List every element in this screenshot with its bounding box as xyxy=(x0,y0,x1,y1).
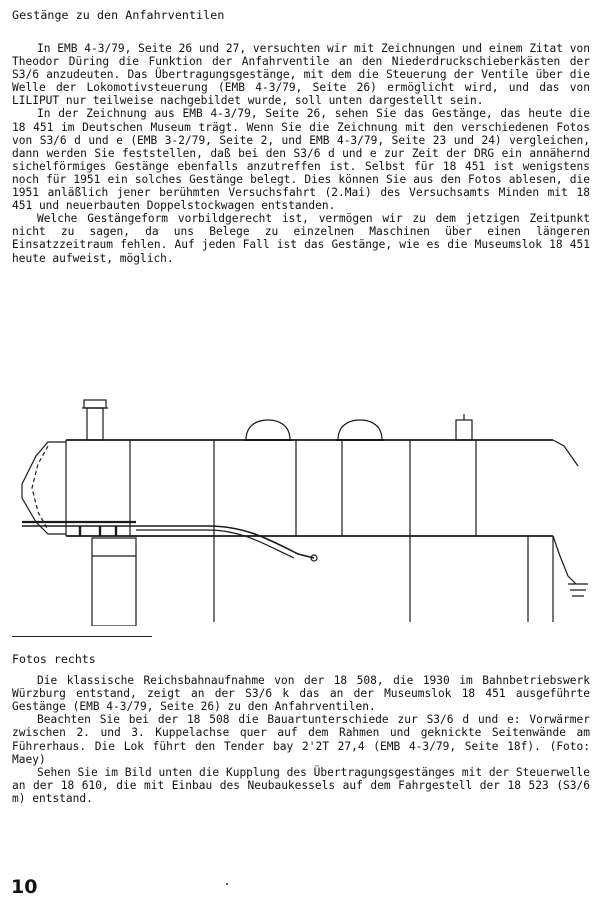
caption-paragraph: Die klassische Reichsbahnaufnahme von der 18 508, die 1930 im Bahnbetriebswerk Würzburg entstand, zeigt an der S3/6 k das an der Museumslok 18 451 ausgeführte Gestänge (EMB 4-3/79, Seite 26) zu den Anfahrventilen. xyxy=(12,674,590,714)
caption-divider xyxy=(12,636,152,637)
caption-paragraph: Sehen Sie im Bild unten die Kupplung des Übertragungsgestänges mit der Steuerwelle an der 18 610, die mit Einbau des Neubaukessels auf dem Fahrgestell der 18 523 (S3/6 m) entstand. xyxy=(12,765,590,805)
caption-paragraph: Beachten Sie bei der 18 508 die Bauartunterschiede zur S3/6 d und e: Vorwärmer zwischen 2. und 3. Kuppelachse quer auf dem Rahmen und geknickte Seitenwände am Führerhaus. Die Lok führt den Tender bay 2'2T 27,4 (EMB 4-3/79, Seite 18f). (Foto: Maey) xyxy=(12,713,590,766)
article-title: Gestänge zu den Anfahrventilen xyxy=(12,8,225,22)
body-paragraph: In der Zeichnung aus EMB 4-3/79, Seite 26, sehen Sie das Gestänge, das heute die 18 451 im Deutschen Museum trägt. Wenn Sie die Zeichnung mit den verschiedenen Fotos von S3/6 d und e (EMB 3-2/79, Seite 2, und EMB 4-3/79, Seite 23 und 24) vergleichen, dann werden Sie feststellen, daß bei den S3/6 d und e zur Zeit der DRG ein annähernd sichelförmiges Gestänge ebenfalls anzutreffen ist. Selbst für 18 451 ist wenigstens noch für 1951 ein solches Gestänge belegt. Dies können Sie aus den Fotos ablesen, die 1951 anläßlich jener berühmten Versuchsfahrt (2.Mai) des Versuchsamts Minden mit 18 451 und neuerbauten Doppelstockwagen entstanden. xyxy=(12,107,590,213)
body-paragraph: Welche Gestängeform vorbildgerecht ist, vermögen wir zu dem jetzigen Zeitpunkt nicht zu sagen, da uns Belege zu einzelnen Maschinen über einen längeren Einsatzzeitraum fehlen. Auf jeden Fall ist das Gestänge, wie es die Museumslok 18 451 heute aufweist, möglich. xyxy=(12,212,590,265)
article-body xyxy=(12,42,590,265)
page-number: 10 xyxy=(11,876,38,898)
caption-heading: Fotos rechts xyxy=(12,652,96,666)
locomotive-boiler-drawing xyxy=(8,386,592,626)
photo-caption xyxy=(12,653,590,805)
body-paragraph: In EMB 4-3/79, Seite 26 und 27, versuchten wir mit Zeichnungen und einem Zitat von Theodor Düring die Funktion der Anfahrventile an den Niederdruckschieberkästen der S3/6 anzudeuten. Das Übertragungsgestänge, mit dem die Steuerung der Ventile über die Welle der Lokomotivsteuerung (EMB 4-3/79, Seite 26) ermöglicht wird, und das von LILIPUT nur teilweise nachgebildet wurde, soll unten dargestellt sein. xyxy=(12,42,590,108)
print-speck xyxy=(226,883,228,885)
